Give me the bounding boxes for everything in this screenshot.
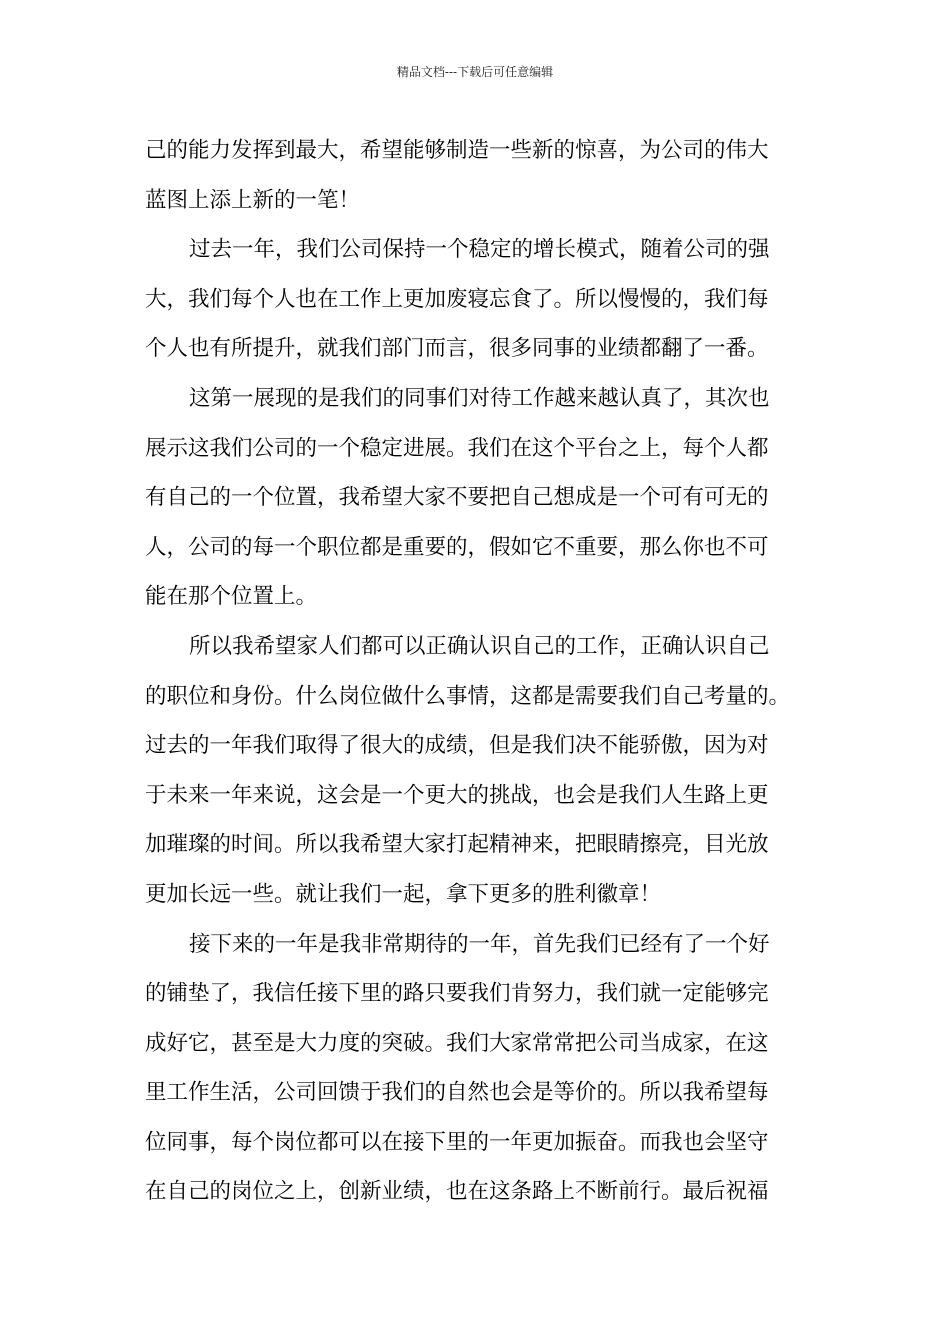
text-line: 更加长远一些。就让我们一起，拿下更多的胜利徽章！ — [145, 881, 662, 907]
text-line: 能在那个位置上。 — [145, 584, 318, 610]
page-header: 精品文档---下载后可任意编辑 — [396, 65, 554, 79]
paragraph-first-line: 过去一年，我们公司保持一个稳定的增长模式，随着公司的强 — [189, 237, 770, 263]
document-body — [145, 126, 825, 1217]
text-line: 的铺垫了，我信任接下里的路只要我们肯努力，我们就一定能够完 — [145, 981, 769, 1007]
text-line: 位同事，每个岗位都可以在接下里的一年更加振奋。而我也会坚守 — [145, 1129, 769, 1155]
text-line: 的职位和身份。什么岗位做什么事情，这都是需要我们自己考量的。 — [145, 683, 791, 709]
text-line: 人，公司的每一个职位都是重要的，假如它不重要，那么你也不可 — [145, 534, 769, 560]
paragraph-first-line: 接下来的一年是我非常期待的一年，首先我们已经有了一个好 — [189, 931, 770, 957]
paragraph-first-line: 这第一展现的是我们的同事们对待工作越来越认真了，其次也 — [189, 385, 770, 411]
text-line: 蓝图上添上新的一笔！ — [145, 187, 361, 213]
text-line: 里工作生活，公司回馈于我们的自然也会是等价的。所以我希望每 — [145, 1080, 769, 1106]
text-line: 成好它，甚至是大力度的突破。我们大家常常把公司当成家，在这 — [145, 1030, 769, 1056]
text-line: 个人也有所提升，就我们部门而言，很多同事的业绩都翻了一番。 — [145, 336, 769, 362]
text-line: 加璀璨的时间。所以我希望大家打起精神来，把眼睛擦亮，目光放 — [145, 832, 769, 858]
paragraph-first-line: 所以我希望家人们都可以正确认识自己的工作，正确认识自己 — [189, 633, 770, 659]
text-line: 于未来一年来说，这会是一个更大的挑战，也会是我们人生路上更 — [145, 782, 769, 808]
text-line: 过去的一年我们取得了很大的成绩，但是我们决不能骄傲，因为对 — [145, 733, 769, 759]
text-line: 展示这我们公司的一个稳定进展。我们在这个平台之上，每个人都 — [145, 435, 769, 461]
text-line: 大，我们每个人也在工作上更加废寝忘食了。所以慢慢的，我们每 — [145, 286, 769, 312]
text-line: 己的能力发挥到最大，希望能够制造一些新的惊喜，为公司的伟大 — [145, 138, 769, 163]
text-line: 有自己的一个位置，我希望大家不要把自己想成是一个可有可无的 — [145, 485, 769, 511]
text-line: 在自己的岗位之上，创新业绩，也在这条路上不断前行。最后祝福 — [145, 1179, 769, 1205]
